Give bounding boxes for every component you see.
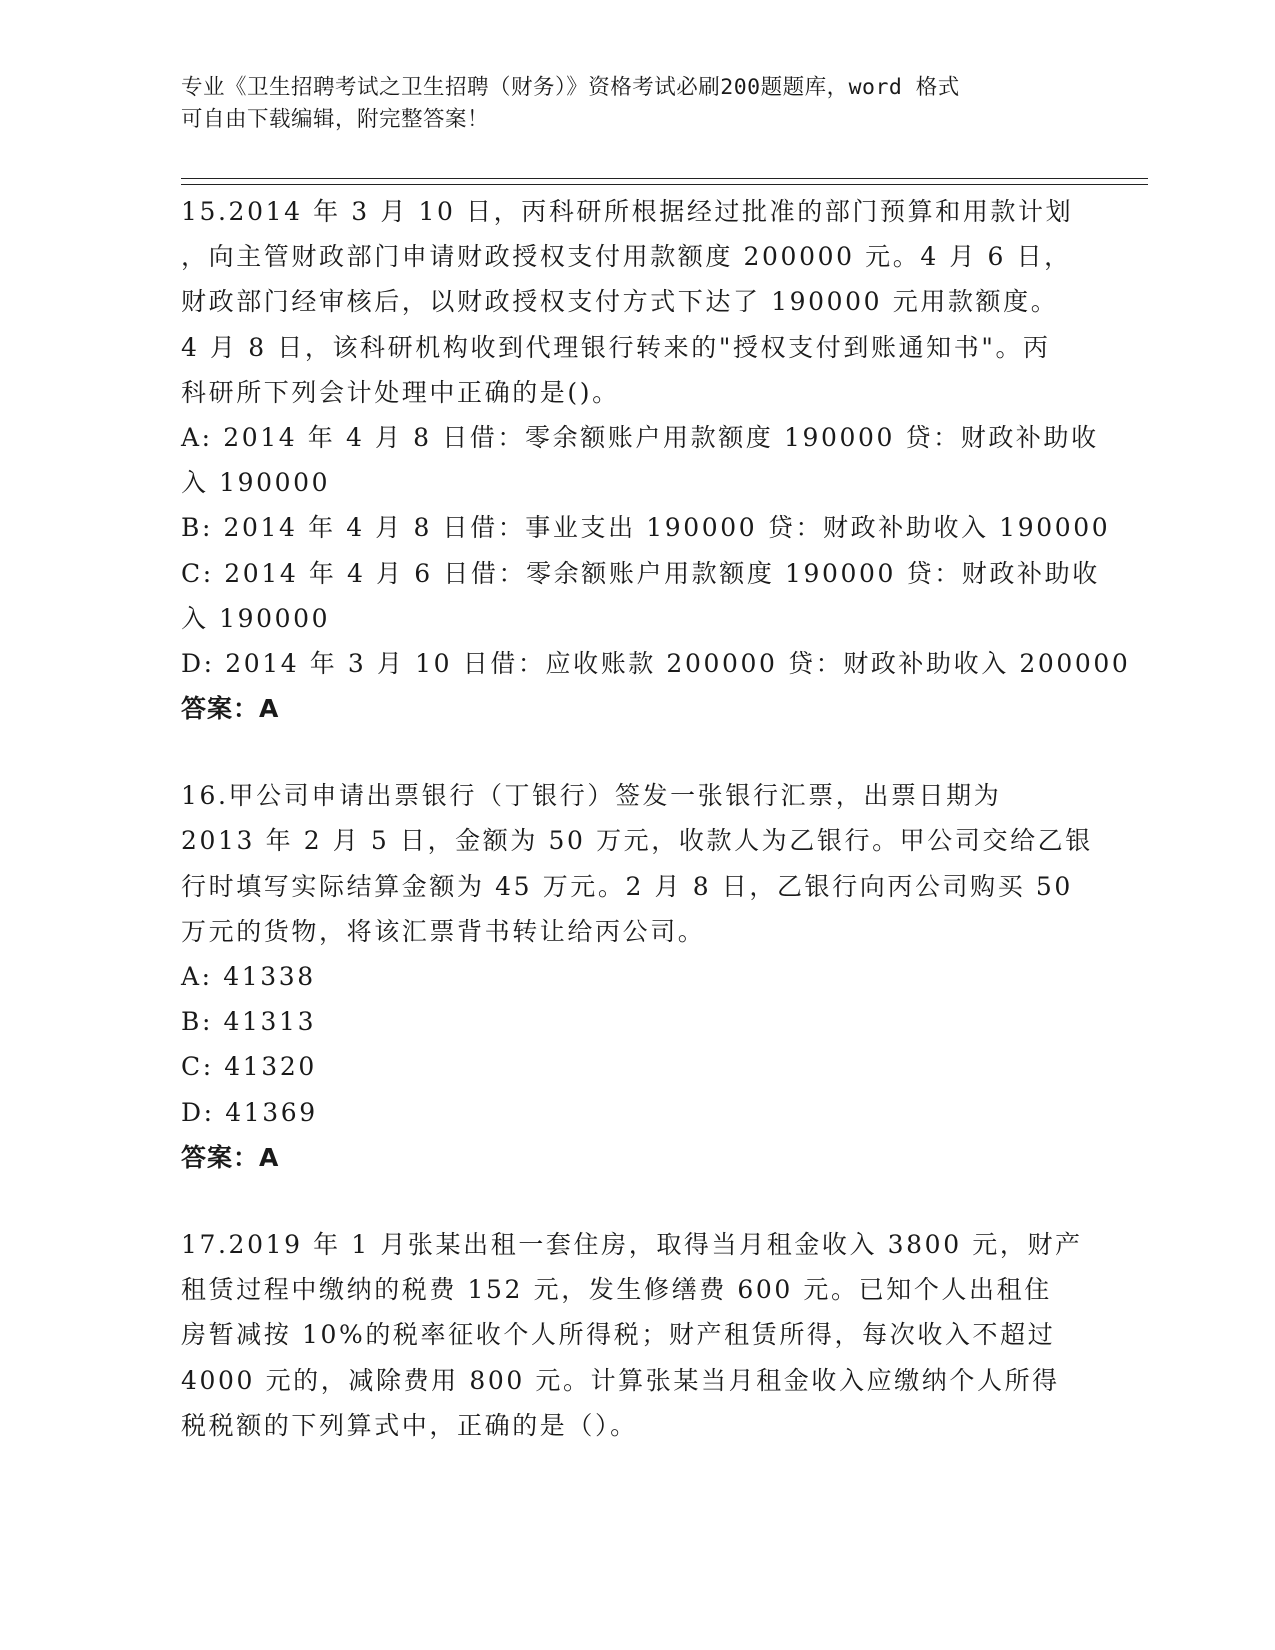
question-text-line: 租赁过程中缴纳的税费 152 元，发生修缮费 600 元。已知个人出租住: [181, 1275, 1052, 1305]
question-17: [181, 1222, 1081, 1448]
question-text-line: 万元的货物，将该汇票背书转让给丙公司。: [181, 916, 706, 946]
question-text-line: 2013 年 2 月 5 日，金额为 50 万元，收款人为乙银行。甲公司交给乙银: [181, 826, 1093, 856]
header-line-2: 可自由下载编辑，附完整答案！: [181, 107, 490, 132]
option-c: C: 41320: [181, 1052, 317, 1082]
question-list: [181, 189, 1131, 1490]
question-text-line: ，向主管财政部门申请财政授权支付用款额度 200000 元。4 月 6 日，: [181, 242, 1072, 272]
option-d: D: 41369: [181, 1097, 318, 1127]
document-header: [181, 72, 1061, 136]
question-text-line: 4000 元的，减除费用 800 元。计算张某当月租金收入应缴纳个人所得: [181, 1365, 1060, 1395]
option-b: B: 2014 年 4 月 8 日借：事业支出 190000 贷：财政补助收入 190000: [181, 513, 1111, 543]
option-d: D: 2014 年 3 月 10 日借：应收账款 200000 贷：财政补助收入 200000: [181, 648, 1131, 678]
question-text-line: 15.2014 年 3 月 10 日，丙科研所根据经过批准的部门预算和用款计划: [181, 197, 1074, 226]
option-a: A: 41338: [181, 962, 316, 991]
question-text-line: 财政部门经审核后，以财政授权支付方式下达了 190000 元用款额度。: [181, 287, 1059, 317]
answer-label: 答案：A: [181, 694, 280, 724]
question-16: [181, 773, 1093, 1180]
question-text-line: 16.甲公司申请出票银行（丁银行）签发一张银行汇票，出票日期为: [181, 781, 1002, 811]
question-text-line: 房暂减按 10%的税率征收个人所得税；财产租赁所得，每次收入不超过: [181, 1320, 1056, 1350]
option-a: A: 2014 年 4 月 8 日借：零余额账户用款额度 190000 贷：财政补助收: [181, 422, 1099, 452]
option-a-continued: 入 190000: [181, 468, 331, 498]
option-c-continued: 入 190000: [181, 603, 331, 633]
header-line-1: 专业《卫生招聘考试之卫生招聘（财务）》资格考试必刷200题题库，word 格式: [181, 75, 960, 100]
question-text-line: 17.2019 年 1 月张某出租一套住房，取得当月租金收入 3800 元，财产: [181, 1229, 1083, 1259]
answer-label: 答案：A: [181, 1142, 280, 1172]
question-text-line: 税税额的下列算式中，正确的是（）。: [181, 1410, 638, 1440]
question-15: [181, 189, 1131, 731]
question-text-line: 行时填写实际结算金额为 45 万元。2 月 8 日，乙银行向丙公司购买 50: [181, 871, 1073, 901]
option-b: B: 41313: [181, 1007, 317, 1037]
header-divider: [181, 178, 1148, 185]
option-c: C: 2014 年 4 月 6 日借：零余额账户用款额度 190000 贷：财政补助收: [181, 558, 1100, 588]
question-text-line: 科研所下列会计处理中正确的是()。: [181, 377, 620, 407]
question-text-line: 4 月 8 日，该科研机构收到代理银行转来的"授权支付到账通知书"。丙: [181, 332, 1051, 362]
